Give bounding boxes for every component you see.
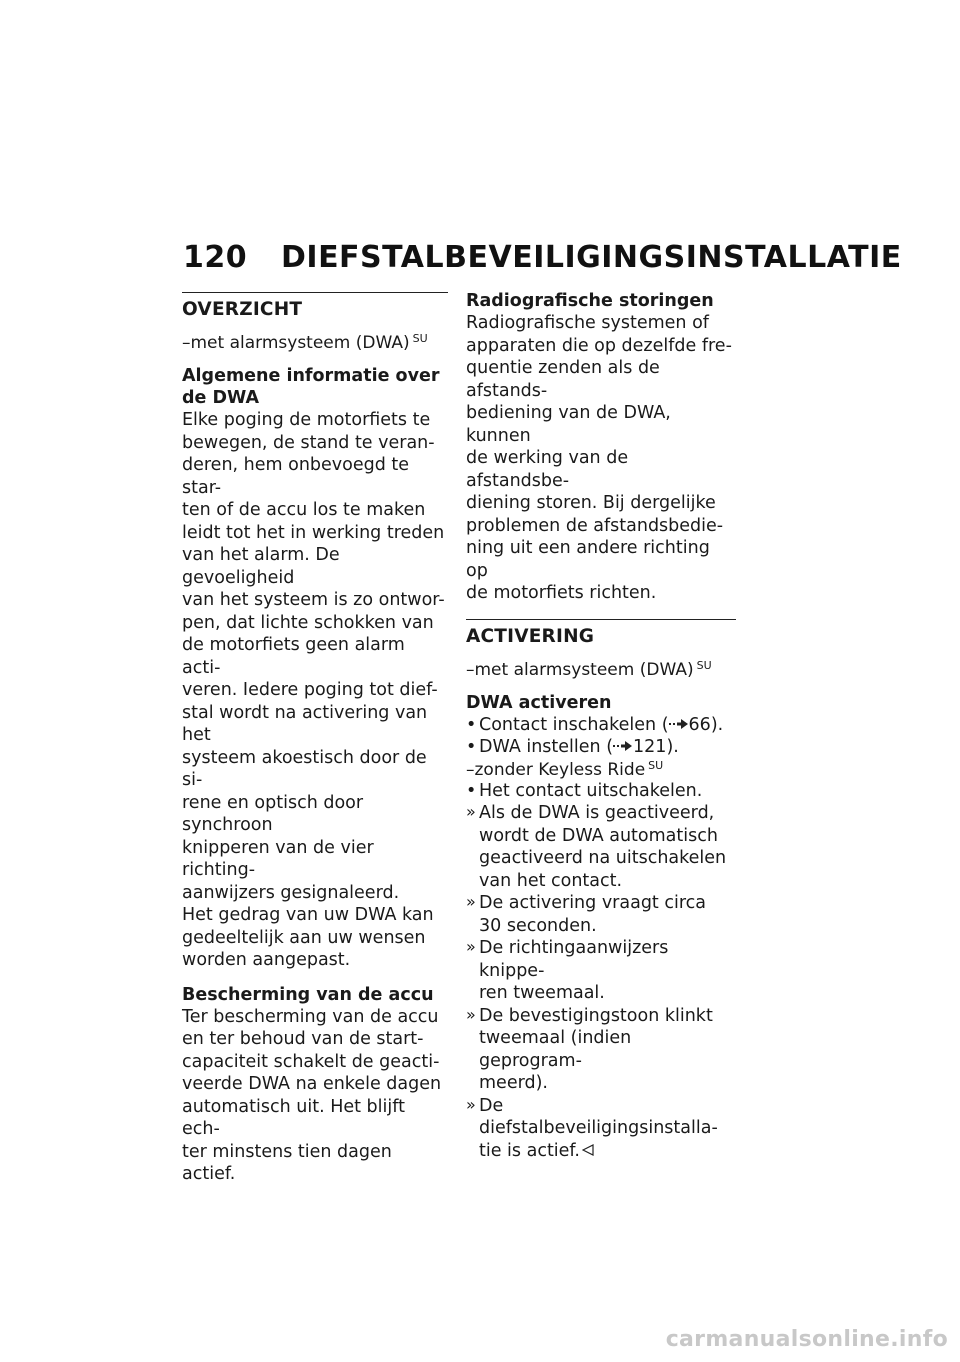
text-line: Ter bescherming van de accu [182,1006,439,1027]
text-line: leidt tot het in werking treden [182,522,445,543]
page-ref[interactable]: 121 [633,737,667,757]
general-text [182,409,448,972]
arrow-right-icon [669,717,689,731]
section-rule [466,619,736,620]
text-line: Elke poging de motorfiets te [182,410,431,430]
subheading-protection: Bescherming van de accu [182,984,434,1005]
step-text: Contact inschakelen ( [479,714,669,735]
list-item: » De diefstalbeveiligingsinstalla- tie is actief. [466,1094,718,1161]
text-line: ter minstens tien dagen actief. [182,1141,392,1184]
text-line: de werking van de afstandsbe- [466,448,629,491]
text-line: stal wordt na activering van het [182,702,428,745]
subheading-radio: Radiografische storingen [466,291,714,311]
text-line: problemen de afstandsbedie- [466,515,724,536]
list-item: • DWA instellen ( 121). [466,737,679,757]
text-line: ning uit een andere richting op [466,538,710,581]
bullet-marker: • [466,714,477,735]
step-text: Het contact uitschakelen. [479,780,703,801]
text-line: Radiografische systemen of [466,313,709,333]
list-item: » De richtingaanwijzers knippe- ren tweemaal. [466,937,669,1003]
text-line: diening storen. Bij dergelijke [466,493,716,513]
page-header [183,240,902,275]
condition-line [466,659,736,680]
condition-line [466,759,736,780]
text-line: Het gedrag van uw DWA kan [182,905,434,925]
text-line: van het alarm. De gevoeligheid [182,545,340,588]
subheading-activate: DWA activeren [466,692,612,713]
result-marker: » [466,1094,476,1114]
result-list [466,802,736,1162]
text-line: en ter behoud van de start- [182,1029,424,1049]
list-item: » Als de DWA is geactiveerd, wordt de DWA automatisch geactiveerd na uitschakelen van het contact. [466,802,727,891]
radio-text [466,312,736,605]
condition-line [182,332,448,353]
text-line: ten of de accu los te maken [182,500,426,520]
step-text: DWA instellen ( [479,737,614,757]
text-line: deren, hem onbevoegd te star- [182,455,410,498]
watermark: carmanualsonline.info [665,1327,948,1352]
list-item: » De activering vraagt circa 30 seconden. [466,892,706,936]
text-line: systeem akoestisch door de si- [182,747,427,790]
text-line: knipperen van de vier richting- [182,837,374,880]
text-line: bediening van de DWA, kunnen [466,403,671,446]
text-line: worden aangepast. [182,950,351,970]
text-line: bewegen, de stand te veran- [182,432,435,453]
list-item: » De bevestigingstoon klinkt tweemaal (indien geprogram- meerd). [466,1004,713,1093]
left-column [182,292,448,1186]
text-line: de motorfiets richten. [466,583,657,603]
protection-text [182,1006,448,1186]
text-line: pen, dat lichte schokken van [182,612,434,633]
page-number: 120 [183,240,248,275]
list-item [466,780,736,803]
text-line: gedeeltelijk aan uw wensen [182,927,426,948]
condition-sup: SU [648,758,664,772]
page-title: DIEFSTALBEVEILIGINGSINSTALLATIE [281,240,902,275]
list-item: • Contact inschakelen ( 66). [466,714,724,735]
condition-text: –met alarmsysteem (DWA) [466,659,694,680]
step-list [466,780,736,803]
text-line: veerde DWA na enkele dagen [182,1074,442,1094]
result-marker: » [466,802,476,821]
bullet-marker: • [466,737,477,757]
condition-text: –zonder Keyless Ride [466,759,646,780]
arrow-right-icon [613,739,633,753]
condition-sup: SU [696,658,712,672]
text-line: aanwijzers gesignaleerd. [182,882,400,903]
text-line: van het systeem is zo ontwor- [182,590,445,610]
text-line: quentie zenden als de afstands- [466,358,660,401]
right-column [466,292,736,1162]
text-line: rene en optisch door synchroon [182,792,364,835]
section-title-activering: ACTIVERING [466,625,595,647]
section-rule [182,292,448,293]
text-line: de motorfiets geen alarm acti- [182,635,405,678]
step-list [466,714,736,759]
text-line: apparaten die op dezelfde fre- [466,335,732,356]
subheading-general: Algemene informatie over de DWA [182,366,440,408]
triangle-left-icon [582,1144,594,1156]
condition-text: –met alarmsysteem (DWA) [182,333,410,353]
result-marker: » [466,1004,476,1024]
text-line: capaciteit schakelt de geacti- [182,1051,440,1072]
condition-sup: SU [412,332,428,345]
text-line: veren. Iedere poging tot dief- [182,680,438,700]
page-ref[interactable]: 66 [688,714,711,735]
result-marker: » [466,937,476,956]
result-marker: » [466,892,476,911]
text-line: automatisch uit. Het blijft ech- [182,1096,405,1139]
bullet-marker: • [466,780,477,801]
section-title-overzicht: OVERZICHT [182,299,303,320]
